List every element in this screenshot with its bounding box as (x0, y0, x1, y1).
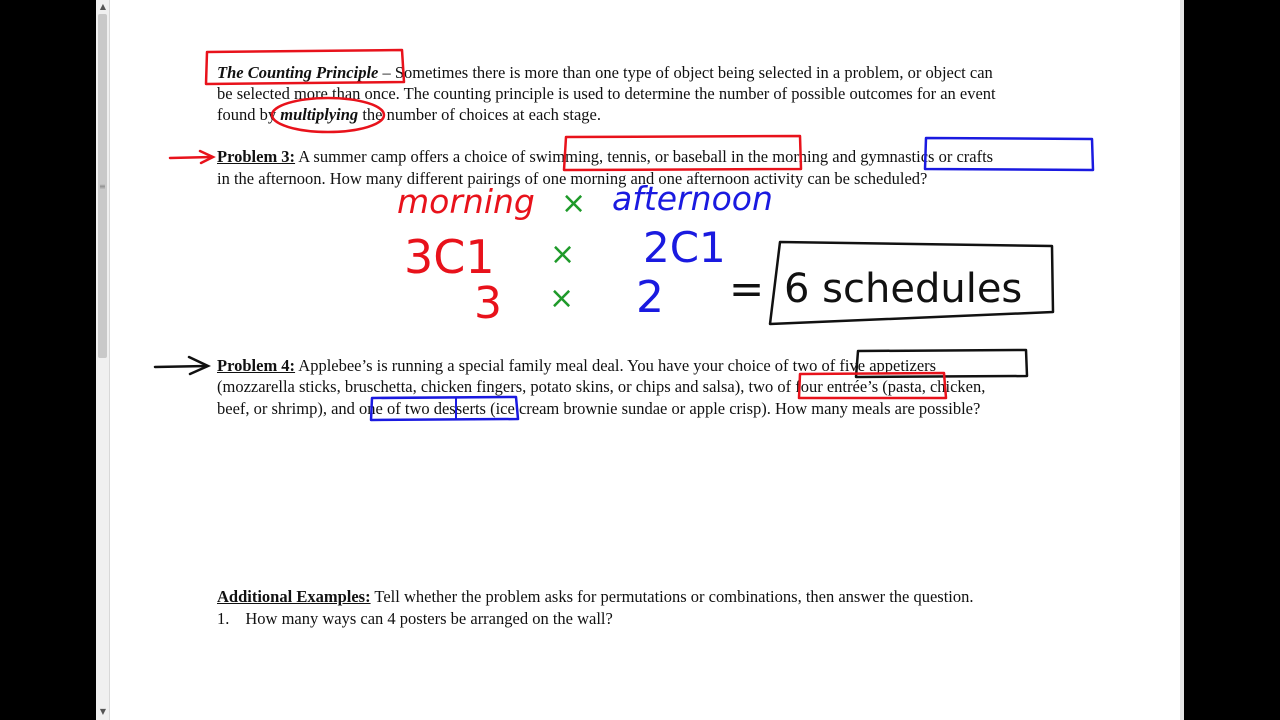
scroll-up-arrow-icon[interactable]: ▲ (99, 2, 107, 11)
problem-4-line-2: (mozzarella sticks, bruschetta, chicken fingers, potato skins, or chips and salsa), two of four entrée’s (pasta, chicken, (217, 377, 986, 396)
ink-answer: 6 schedules (784, 266, 1023, 312)
ink-times-1: × (561, 186, 587, 221)
ink-3c1: 3C1 (404, 230, 495, 284)
ink-3: 3 (474, 278, 502, 329)
right-edge-bar (1180, 0, 1184, 720)
scroll-down-arrow-icon[interactable]: ▼ (99, 707, 107, 716)
additional-examples-line (217, 587, 974, 607)
ink-afternoon-label: afternoon (612, 179, 773, 218)
ink-morning-label: morning (397, 182, 535, 221)
counting-principle-text-3b: the number of choices at each stage. (358, 105, 601, 124)
problem-4-label: Problem 4: (217, 356, 296, 375)
problem-3-line-2: in the afternoon. How many different pairings of one morning and one afternoon activity can be scheduled? (217, 169, 928, 188)
counting-principle-title: The Counting Principle (217, 63, 379, 82)
counting-principle-line-2: be selected more than once. The counting principle is used to determine the number of possible outcomes for an event (217, 84, 996, 103)
problem-3-label: Problem 3: (217, 147, 296, 166)
additional-item-1-text: How many ways can 4 posters be arranged on the wall? (245, 609, 613, 628)
counting-principle-text-3a: found by (217, 105, 281, 124)
ink-2: 2 (636, 272, 664, 323)
problem-3-text-1: A summer camp offers a choice of swimming, tennis, or baseball in the morning and gymnastics or crafts (295, 147, 994, 166)
multiplying-keyword: multiplying (280, 105, 359, 124)
vertical-scrollbar[interactable] (96, 0, 110, 720)
problem-3-line-1 (217, 147, 993, 167)
counting-principle-line-1 (217, 63, 993, 83)
ink-equals: = (729, 264, 765, 313)
right-letterbox (1182, 0, 1280, 720)
additional-item-1-number: 1. (217, 609, 230, 628)
problem-4-line-3: beef, or shrimp), and one of two desserts (ice cream brownie sundae or apple crisp). How many meals are possible? (217, 399, 981, 418)
ink-times-3: × (549, 281, 575, 316)
counting-principle-text-1: – Sometimes there is more than one type of object being selected in a problem, or object can (378, 63, 993, 82)
additional-examples-text: Tell whether the problem asks for permutations or combinations, then answer the question. (370, 587, 974, 606)
scrollbar-grip-icon: ≡ (99, 182, 106, 191)
left-letterbox (0, 0, 96, 720)
counting-principle-line-3 (217, 105, 601, 125)
additional-item-1 (217, 609, 613, 629)
problem-4-text-1: Applebee’s is running a special family meal deal. You have your choice of two of five appetizers (295, 356, 937, 375)
additional-examples-label: Additional Examples: (217, 587, 371, 606)
problem-4-line-1 (217, 356, 936, 376)
ink-2c1: 2C1 (643, 223, 726, 272)
ink-times-2: × (550, 237, 576, 272)
